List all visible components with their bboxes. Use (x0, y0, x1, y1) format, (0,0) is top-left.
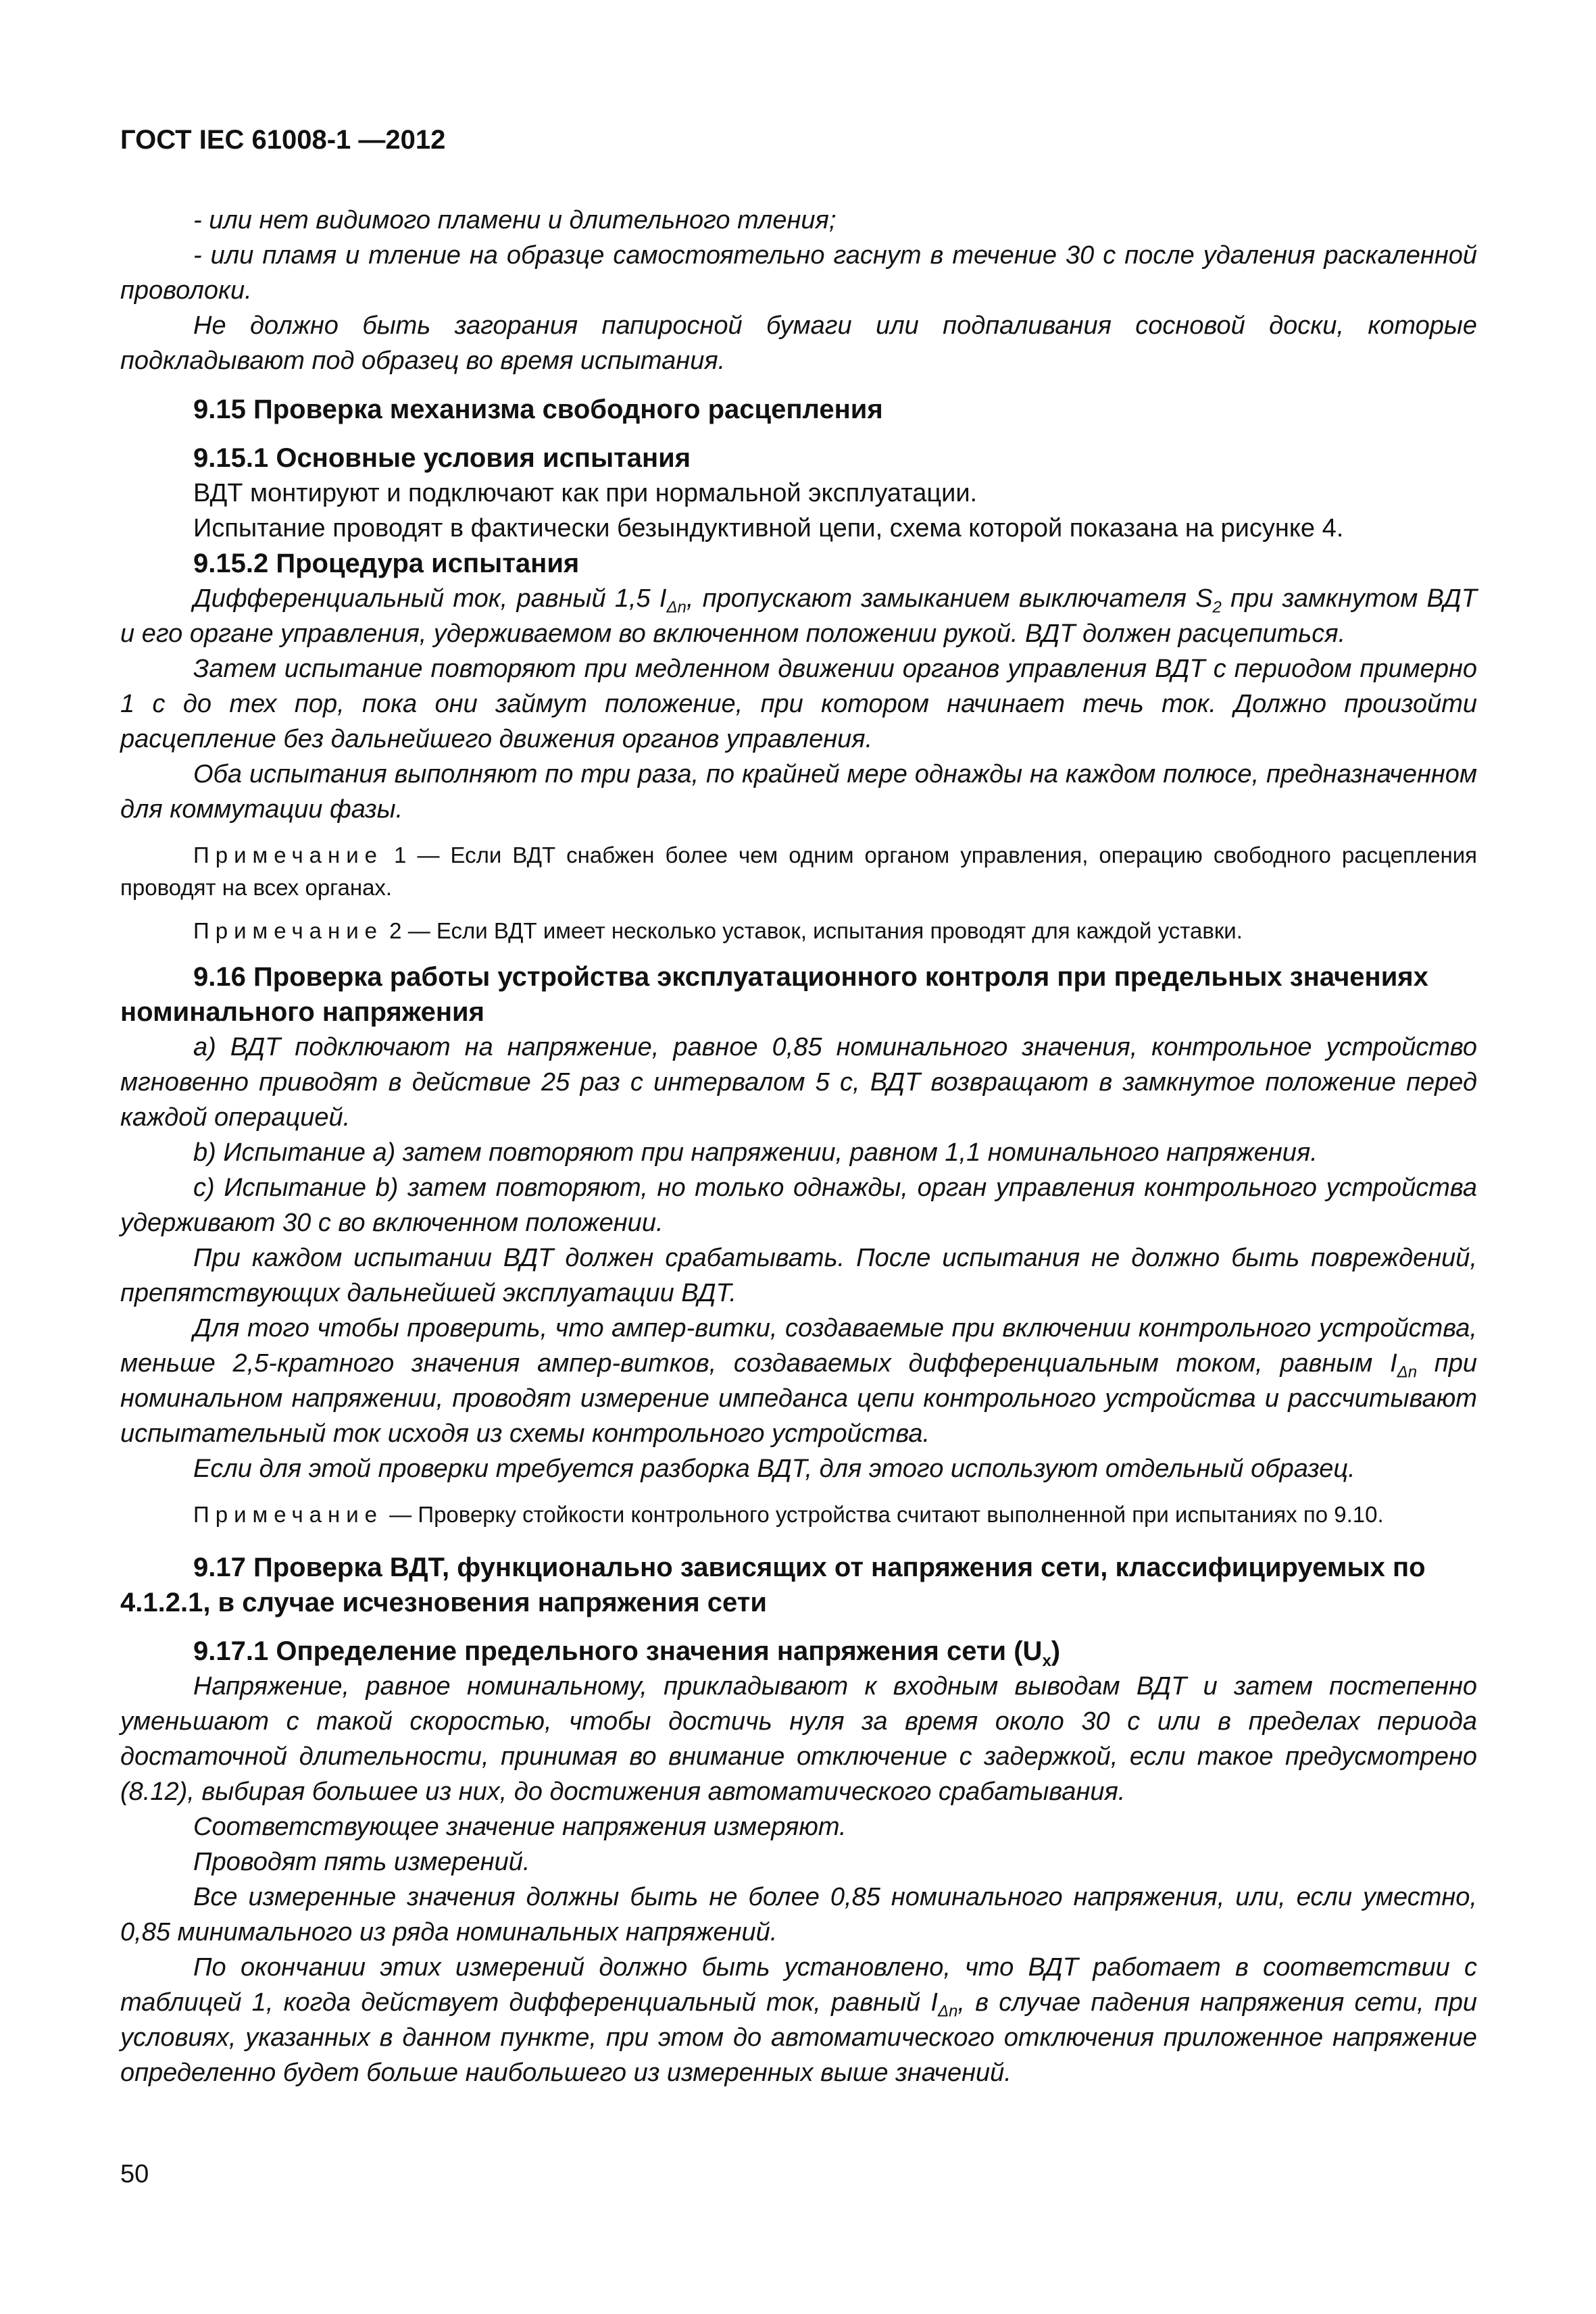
note (120, 1499, 1477, 1531)
paragraph: При каждом испытании ВДТ должен срабатывать. После испытания не должно быть повреждений, препятствующих дальнейшей эксплуатации ВДТ. (120, 1244, 1477, 1307)
subscript: 2 (1212, 598, 1222, 617)
text-run: Для того чтобы проверить, что ампер-витки, создаваемые при включении контрольного устройства, меньше 2,5-кратного значения ампер-витков, создаваемых дифференциальным током, равным I (120, 1314, 1477, 1378)
page-number: 50 (120, 2160, 149, 2188)
text-run: , пропускают замыканием выключателя S (686, 584, 1213, 613)
paragraph (120, 1311, 1477, 1451)
page-body (120, 203, 1477, 2090)
note-label: Примечание (193, 1502, 384, 1527)
paragraph: Все измеренные значения должны быть не более 0,85 номинального напряжения, или, если уместно, 0,85 минимального из ряда номинальных напряжений. (120, 1883, 1477, 1946)
subscript: Δn (937, 2002, 958, 2021)
paragraph (120, 581, 1477, 651)
paragraph: Затем испытание повторяют при медленном движении органов управления ВДТ с периодом примерно 1 с до тех пор, пока они займут положение, при котором начинает течь ток. Должно произойти расцепление без дальнейшего движения органов управления. (120, 655, 1477, 753)
text-run: при замкнутом ВДТ и его органе управления, удерживаемом во включенном положении рукой. ВДТ должен расцепиться. (120, 584, 1477, 648)
paragraph: - или пламя и тление на образце самостоятельно гаснут в течение 30 с после удаления раскаленной проволоки. (120, 241, 1477, 305)
subscript: x (1042, 1652, 1051, 1670)
paragraph (120, 1950, 1477, 2090)
note (120, 839, 1477, 904)
paragraph: c) Испытание b) затем повторяют, но только однажды, орган управления контрольного устройства удерживают 30 с во включенном положении. (120, 1174, 1477, 1237)
note-text: 1 — Если ВДТ снабжен более чем одним органом управления, операцию свободного расцепления проводят на всех органах. (120, 842, 1477, 900)
paragraph: Если для этой проверки требуется разборка ВДТ, для этого используют отдельный образец. (193, 1455, 1355, 1483)
paragraph: Оба испытания выполняют по три раза, по крайней мере однажды на каждом полюсе, предназначенном для коммутации фазы. (120, 760, 1477, 824)
text-run: ) (1051, 1636, 1061, 1666)
section-heading-9-17: 9.17 Проверка ВДТ, функционально зависящих от напряжения сети, классифицируемых по 4.1.2.1, в случае исчезновения напряжения сети (120, 1553, 1426, 1617)
section-heading-9-17-1 (120, 1634, 1477, 1669)
note (120, 915, 1477, 947)
paragraph: Не должно быть загорания папиросной бумаги или подпаливания сосновой доски, которые подкладывают под образец во время испытания. (120, 311, 1477, 375)
text-run: Дифференциальный ток, равный 1,5 I (193, 584, 667, 613)
section-heading-9-15: 9.15 Проверка механизма свободного расцепления (193, 395, 883, 424)
text-run: 9.17.1 Определение предельного значения напряжения сети (U (193, 1636, 1043, 1666)
standard-header: ГОСТ IEC 61008-1 —2012 (120, 125, 446, 155)
subscript: Δn (1397, 1363, 1418, 1382)
paragraph: a) ВДТ подключают на напряжение, равное 0,85 номинального значения, контрольное устройство мгновенно приводят в действие 25 раз с интервалом 5 с, ВДТ возвращают в замкнутое положение перед каждой операцией. (120, 1033, 1477, 1132)
paragraph: b) Испытание a) затем повторяют при напряжении, равном 1,1 номинального напряжения. (193, 1138, 1318, 1167)
text-run: при номинальном напряжении, проводят измерение импеданса цепи контрольного устройства и рассчитывают испытательный ток исходя из схемы контрольного устройства. (120, 1349, 1477, 1448)
note-text: 2 — Если ВДТ имеет несколько уставок, испытания проводят для каждой уставки. (383, 918, 1243, 943)
note-label: Примечание (193, 918, 384, 943)
text-run: , в случае падения напряжения сети, при условиях, указанных в данном пункте, при этом до автоматического отключения приложенное напряжение определенно будет больше наибольшего из измеренных выше значений. (120, 1988, 1477, 2087)
paragraph: - или нет видимого пламени и длительного тления; (193, 206, 837, 234)
note-text: — Проверку стойкости контрольного устройства считают выполненной при испытаниях по 9.10. (383, 1502, 1384, 1527)
paragraph: Испытание проводят в фактически безындуктивной цепи, схема которой показана на рисунке 4. (193, 514, 1344, 543)
paragraph: Соответствующее значение напряжения измеряют. (193, 1813, 847, 1841)
paragraph: Напряжение, равное номинальному, прикладывают к входным выводам ВДТ и затем постепенно уменьшают с такой скоростью, чтобы достичь нуля за время около 30 с или в пределах периода достаточной длительности, принимая во внимание отключение с задержкой, если такое предусмотрено (8.12), выбирая большее из них, до достижения автоматического срабатывания. (120, 1672, 1477, 1806)
paragraph: Проводят пять измерений. (193, 1848, 530, 1876)
paragraph: ВДТ монтируют и подключают как при нормальной эксплуатации. (193, 479, 978, 507)
subscript: Δn (666, 598, 687, 617)
note-label: Примечание (193, 842, 384, 867)
section-heading-9-15-2: 9.15.2 Процедура испытания (193, 549, 580, 578)
section-heading-9-16: 9.16 Проверка работы устройства эксплуатационного контроля при предельных значениях номинального напряжения (120, 962, 1428, 1027)
text-run: По окончании этих измерений должно быть установлено, что ВДТ работает в соответствии с таблицей 1, когда действует дифференциальный ток, равный I (120, 1953, 1477, 2017)
section-heading-9-15-1: 9.15.1 Основные условия испытания (193, 443, 691, 473)
